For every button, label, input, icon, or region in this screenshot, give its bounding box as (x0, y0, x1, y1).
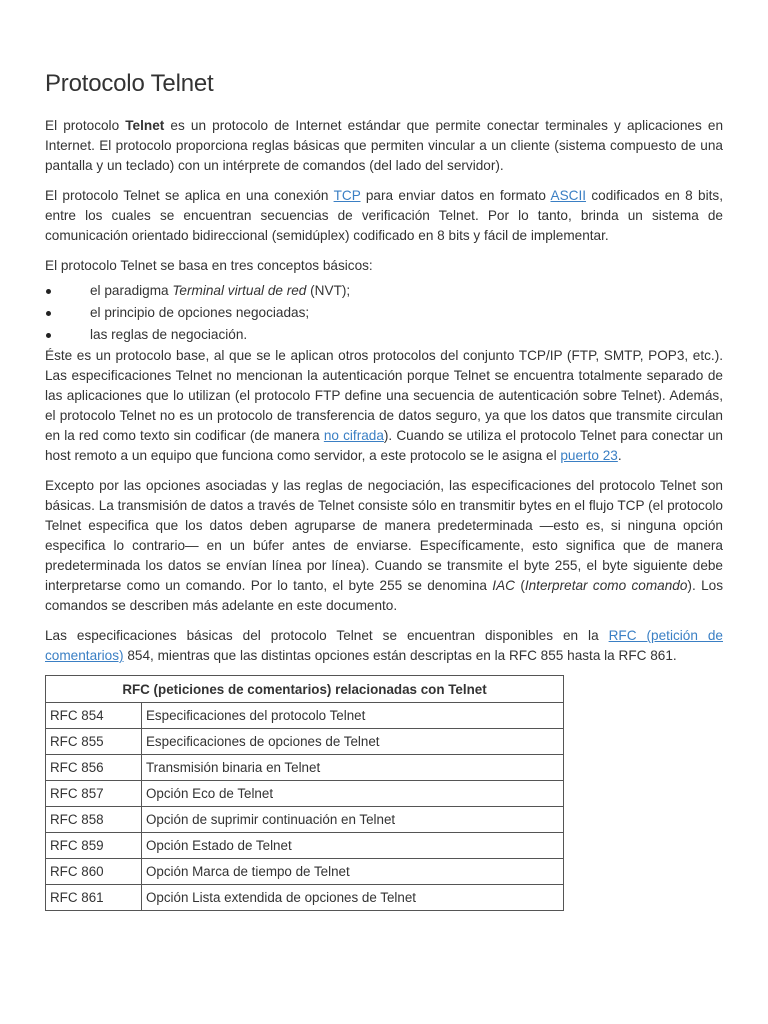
iac-emphasis: IAC (492, 578, 515, 593)
list-item (45, 280, 723, 302)
rfc-description-cell: Especificaciones del protocolo Telnet (142, 703, 564, 729)
bullet-text: el paradigma (90, 283, 173, 298)
table-row (46, 833, 564, 859)
telnet-bold: Telnet (125, 118, 165, 133)
bullet-text: el principio de opciones negociadas; (90, 305, 310, 320)
rfc-number-cell: RFC 855 (46, 729, 142, 755)
rfc-number-cell: RFC 858 (46, 807, 142, 833)
rfc-description-cell: Opción Estado de Telnet (142, 833, 564, 859)
rfc-number-cell: RFC 854 (46, 703, 142, 729)
tcp-paragraph (45, 186, 723, 246)
rfc-paragraph (45, 626, 723, 666)
rfc-link[interactable]: RFC (petición de comentarios) (45, 628, 723, 663)
rfc-text-a: Las especificaciones básicas del protocolo Telnet se encuentran disponibles en la (45, 628, 609, 643)
base-text-a: Éste es un protocolo base, al que se le aplican otros protocolos del conjunto TCP/IP (FTP, SMTP, POP3, etc.). Las especificaciones Telnet no mencionan la autenticación porque Telnet se encuentra totalmente separado de las aplicaciones que lo utilizan (el protocolo FTP define una secuencia de autenticación sobre Telnet). Además, el protocolo Telnet no es un protocolo de transferencia de datos seguro, ya que los datos que transmite circulan en la red como texto sin codificar (de manera (45, 348, 723, 443)
bullet-text: las reglas de negociación. (90, 327, 248, 342)
rfc-description-cell: Opción Lista extendida de opciones de Telnet (142, 885, 564, 911)
bullet-text-end: (NVT); (306, 283, 351, 298)
rfc-number-cell: RFC 857 (46, 781, 142, 807)
tcp-text-a: El protocolo Telnet se aplica en una conexión (45, 188, 334, 203)
rfc-description-cell: Opción Eco de Telnet (142, 781, 564, 807)
bullet-icon (46, 333, 51, 338)
concepts-intro: El protocolo Telnet se basa en tres conceptos básicos: (45, 258, 373, 273)
base-protocol-paragraph (45, 346, 723, 466)
intro-text: El protocolo (45, 118, 126, 133)
rfc-description-cell: Opción de suprimir continuación en Telnet (142, 807, 564, 833)
rfc-number-cell: RFC 856 (46, 755, 142, 781)
tcp-text-c: codificados en 8 bits, entre los cuales se encuentran secuencias de verificación Telnet. Por lo tanto, brinda un sistema de comunicación orientado bidireccional (semidúplex) codificado en 8 bits y fácil de implementar. (45, 188, 723, 243)
options-paragraph (45, 476, 723, 616)
rfc-text-b: 854, mientras que las distintas opciones están descriptas en la RFC 855 hasta la RFC 861. (123, 648, 677, 663)
puerto-23-link[interactable]: puerto 23 (560, 448, 618, 463)
base-text-b: ). Cuando se utiliza el protocolo Telnet para conectar un host remoto a un equipo que funciona como servidor, a este protocolo se le asigna el (45, 428, 723, 463)
intro-paragraph (45, 116, 723, 176)
table-row (46, 703, 564, 729)
table-header-row (46, 676, 564, 703)
tcp-link[interactable]: TCP (333, 188, 361, 203)
tcp-text-b: para enviar datos en formato (360, 188, 551, 203)
rfc-description-cell: Transmisión binaria en Telnet (142, 755, 564, 781)
table-header: RFC (peticiones de comentarios) relacionadas con Telnet (46, 676, 564, 703)
table-row (46, 807, 564, 833)
bullet-emphasis: Terminal virtual de red (172, 283, 307, 298)
page-title: Protocolo Telnet (45, 70, 214, 97)
table-body (46, 703, 564, 911)
options-text-b: ( (514, 578, 525, 593)
rfc-table (45, 675, 564, 911)
list-item (45, 302, 723, 324)
options-text-c: ). Los comandos se describen más adelante en este documento. (45, 578, 723, 613)
rfc-number-cell: RFC 859 (46, 833, 142, 859)
options-text-a: Excepto por las opciones asociadas y las reglas de negociación, las especificaciones del protocolo Telnet son básicas. La transmisión de datos a través de Telnet consiste sólo en transmitir bytes en el flujo TCP (el protocolo Telnet especifica que los datos deben agruparse de manera predeterminada —esto es, si ninguna opción especifica lo contrario— en un búfer antes de enviarse. Específicamente, esto significa que de manera predeterminada los datos se envían línea por línea). Cuando se transmite el byte 255, el byte siguiente debe interpretarse como un comando. Por lo tanto, el byte 255 se denomina (45, 478, 723, 593)
no-cifrada-link[interactable]: no cifrada (323, 428, 384, 443)
base-text-c: . (617, 448, 622, 463)
intro-text-rest: es un protocolo de Internet estándar que permite conectar terminales y aplicaciones en Internet. El protocolo proporciona reglas básicas que permiten vincular a un cliente (sistema compuesto de una pantalla y un teclado) con un intérprete de comandos (del lado del servidor). (45, 118, 724, 173)
rfc-description-cell: Especificaciones de opciones de Telnet (142, 729, 564, 755)
ascii-link[interactable]: ASCII (550, 188, 587, 203)
concepts-list (45, 280, 723, 346)
rfc-number-cell: RFC 860 (46, 859, 142, 885)
table-row (46, 781, 564, 807)
table-row (46, 729, 564, 755)
rfc-description-cell: Opción Marca de tiempo de Telnet (142, 859, 564, 885)
bullet-icon (46, 289, 51, 294)
table-row (46, 859, 564, 885)
table-row (46, 755, 564, 781)
rfc-number-cell: RFC 861 (46, 885, 142, 911)
bullet-icon (46, 311, 51, 316)
iac-meaning-emphasis: Interpretar como comando (524, 578, 688, 593)
list-item (45, 324, 723, 346)
table-row (46, 885, 564, 911)
